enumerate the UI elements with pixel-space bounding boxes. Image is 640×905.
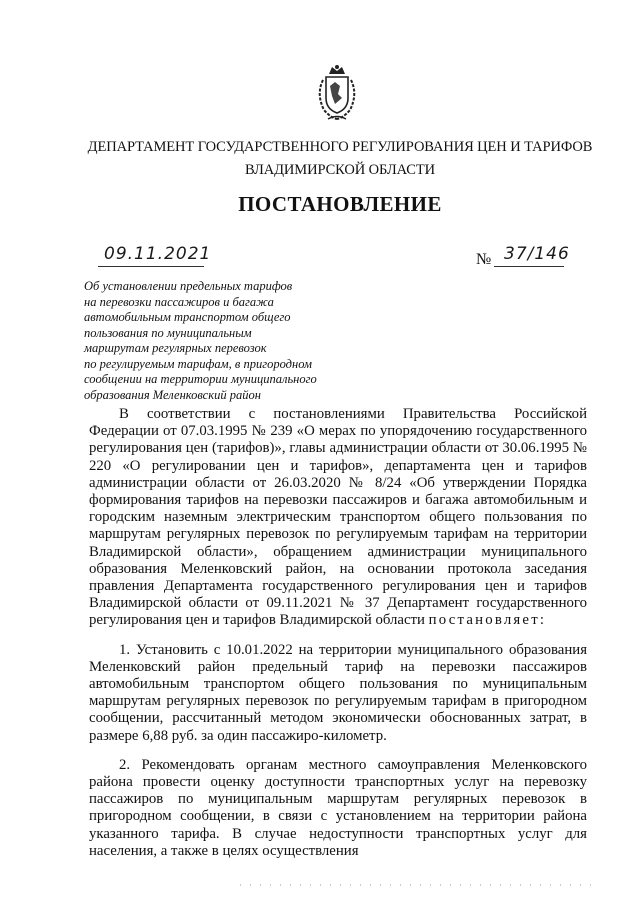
item-1-paragraph: 1. Установить с 10.01.2022 на территории муниципального образования Меленковский район предельный тариф на перевозки пассажиров автомобильным транспортом общего пользования по муниципальным маршрутам регулярных перевозок по регулируемым тарифам в пригородном сообщении, рассчитанный методом экономически обоснованных затрат, в размере 6,88 руб. за один пассажиро-километр. [89,641,587,744]
document-body [89,406,587,860]
subject-line: образования Меленковский район [84,387,261,402]
number-sign: № [476,251,492,268]
document-number: 37/146 [504,244,570,264]
resolves-word: постановляет: [428,612,547,629]
preamble-paragraph [89,406,587,630]
subject-line: пользования по муниципальным [84,325,252,340]
subject-line: на перевозки пассажиров и багажа [84,294,274,309]
date-underline [98,266,204,267]
number-underline [494,266,564,267]
item-2-paragraph: 2. Рекомендовать органам местного самоуправления Меленковского района провести оценку доступности транспортных услуг на перевозку пассажиров по муниципальным маршрутам регулярных перевозок в пригородном сообщении, в связи с установлением на территории района указанного тарифа. В случае недоступности транспортных услуг для населения, а также в целях осуществления [89,756,587,859]
document-title: ПОСТАНОВЛЕНИЕ [238,192,442,216]
document-date: 09.11.2021 [104,244,212,264]
subject-line: автомобильным транспортом общего [84,310,291,324]
department-name-line2: ВЛАДИМИРСКОЙ ОБЛАСТИ [245,162,435,178]
subject-line: маршрутам регулярных перевозок [84,341,267,355]
subject-line: сообщении на территории муниципального [84,372,317,386]
document-subject [84,279,324,403]
preamble-text: В соответствии с постановлениями Правительства Российской Федерации от 07.03.1995 № 239 «О мерах по упорядочению государственного регулирования цен (тарифов)», главы администрации области от 30.06.1995 № 220 «О регулировании цен и тарифов», департамента цен и тарифов администрации области от 26.03.2020 № 8/24 «Об утверждении Порядка формирования тарифов на перевозки пассажиров и багажа автомобильным и городским наземным электрическим транспортом общего пользования по маршрутам регулярных перевозок по регулируемым тарифам на территории Владимирской области», обращением администрации муниципального образования Меленковский район, на основании протокола заседания правления Департамента государственного регулирования цен и тарифов Владимирской области от 09.11.2021 № 37 Департамент государственного регулирования цен и тарифов Владимирской области [89,406,587,629]
department-name-line1: ДЕПАРТАМЕНТ ГОСУДАРСТВЕННОГО РЕГУЛИРОВАНИЯ ЦЕН И ТАРИФОВ [87,139,593,155]
subject-line: Об установлении предельных тарифов [84,279,293,293]
subject-line: по регулируемым тарифам, в пригородном [84,356,312,371]
scan-artifact-line [240,884,600,886]
coat-of-arms-icon [314,64,360,122]
